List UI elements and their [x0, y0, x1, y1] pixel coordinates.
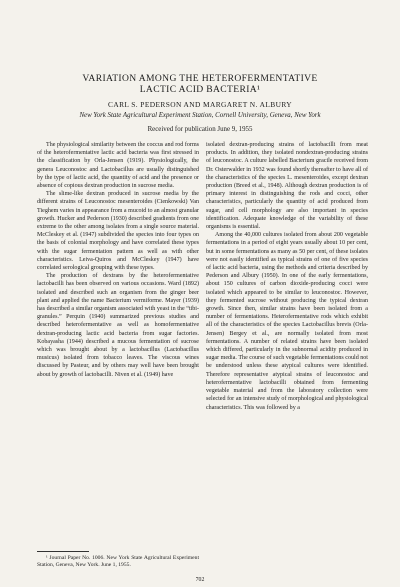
article-title-line-2: LACTIC ACID BACTERIA¹: [139, 84, 261, 95]
right-column: [206, 141, 368, 412]
page-number: 702: [195, 577, 205, 583]
footnote-divider: [37, 551, 89, 552]
paragraph: The slime-like dextran produced in sucrose media by the different strains of Leuconostoc mesenteroides (Cienkowski) Van Tieghem varies in appearance from a mucoid to an almost granular growth. Hucker and Pederson (1930) described gradients from one extreme to the other among isolates from a single source material. McCleskey et al. (1947) subdivided the species into four types on the basis of colonial morphology and have correlated these types with the sugar fermentation pattern as well as with other characteristics. Leiva-Quiros and McCleskey (1947) have correlated serological grouping with these types.: [37, 191, 199, 272]
paragraph: Among the 40,000 cultures isolated from about 200 vegetable fermentations in a period of eight years usually about 10 per cent, but in some fermentations as many as 50 per cent, of these isolates were not easily identified as typical strains of one of five species of lactic acid bacteria, using the methods and criteria described by Pederson and Albury (1950). In one of the early fermentations, about 150 cultures of carbon dioxide-producing cocci were isolated which appeared to be similar to leuconostoc. However, they fermented sucrose without producing the typical dextran growth. Since then, similar strains have been isolated from a number of fermentations. Heterofermentative rods which exhibit all of the characteristics of the species Lactobacillus brevis (Orla-Jensen) Bergey et al., are normally isolated from most fermentations. A number of related strains have been isolated which differed, particularly in the subnormal acidity produced in sugar media. The course of such vegetable fermentations could not be understood unless these atypical cultures were identified. Therefore representative atypical strains of leuconostoc and heterofermentative lactobacilli obtained from fermenting vegetable material and from the laboratory collection were selected for an intensive study of morphological and physiological characteristics. This was followed by a: [206, 232, 368, 411]
received-date: Received for publication June 9, 1955: [147, 126, 253, 133]
left-column: [37, 141, 199, 379]
paragraph: The physiological similarity between the coccus and rod forms of the heterofermentative lactic acid bacteria was first stressed in the classification by Orla-Jensen (1919). Physiologically, the genera Leuconostoc and Lactobacillus are usually distinguished by the type of lactic acid, the quantity of acid and the presence or absence of copious dextran production in sucrose media.: [37, 142, 199, 190]
authors: CARL S. PEDERSON AND MARGARET N. ALBURY: [108, 100, 292, 109]
footnote: ¹ Journal Paper No. 1006. New York State Agricultural Experiment Station, Geneva, New York. June 1, 1955.: [37, 555, 199, 568]
paragraph: isolated dextran-producing strains of lactobacilli from meat products. In addition, they isolated nondextran-producing strains of leuconostoc. A culture labelled Bacterium gracile received from Dr. Osterwalder in 1932 was found shortly thereafter to have all of the characteristics of the species L. mesenteroides, except dextran production (Breed et al., 1948). Although dextran production is of primary interest in distinguishing the rods and cocci, other characteristics, particularly the quantity of acid produced from sugar, and cell morphology are also important in species identification. Adequate knowledge of the variability of these organisms is essential.: [206, 142, 368, 231]
paragraph: The production of dextrans by the heterofermentative lactobacilli has been observed on various occasions. Ward (1892) isolated and described such an organism from the ginger beer plant and applied the name Bacterium vermiforme. Mayer (1939) has described a similar organism associated with yeast in the “tibi-granules.” Perquin (1940) summarized previous studies and described heterofermentative as well as homofermentative dextran-producing lactic acid bacteria from sugar factories. Kobayasha (1944) described a mucous fermentation of sucrose which was brought about by a lactobacillus (Lactobacillus musicus) isolated from tobacco leaves. The viscous wines discussed by Pasteur, and by others may well have been brought about by growth of lactobacilli. Niven et al. (1949) have: [37, 273, 199, 378]
affiliation: New York State Agricultural Experiment Station, Cornell University, Geneva, New York: [79, 112, 321, 119]
article-title-line-1: VARIATION AMONG THE HETEROFERMENTATIVE: [82, 73, 318, 84]
